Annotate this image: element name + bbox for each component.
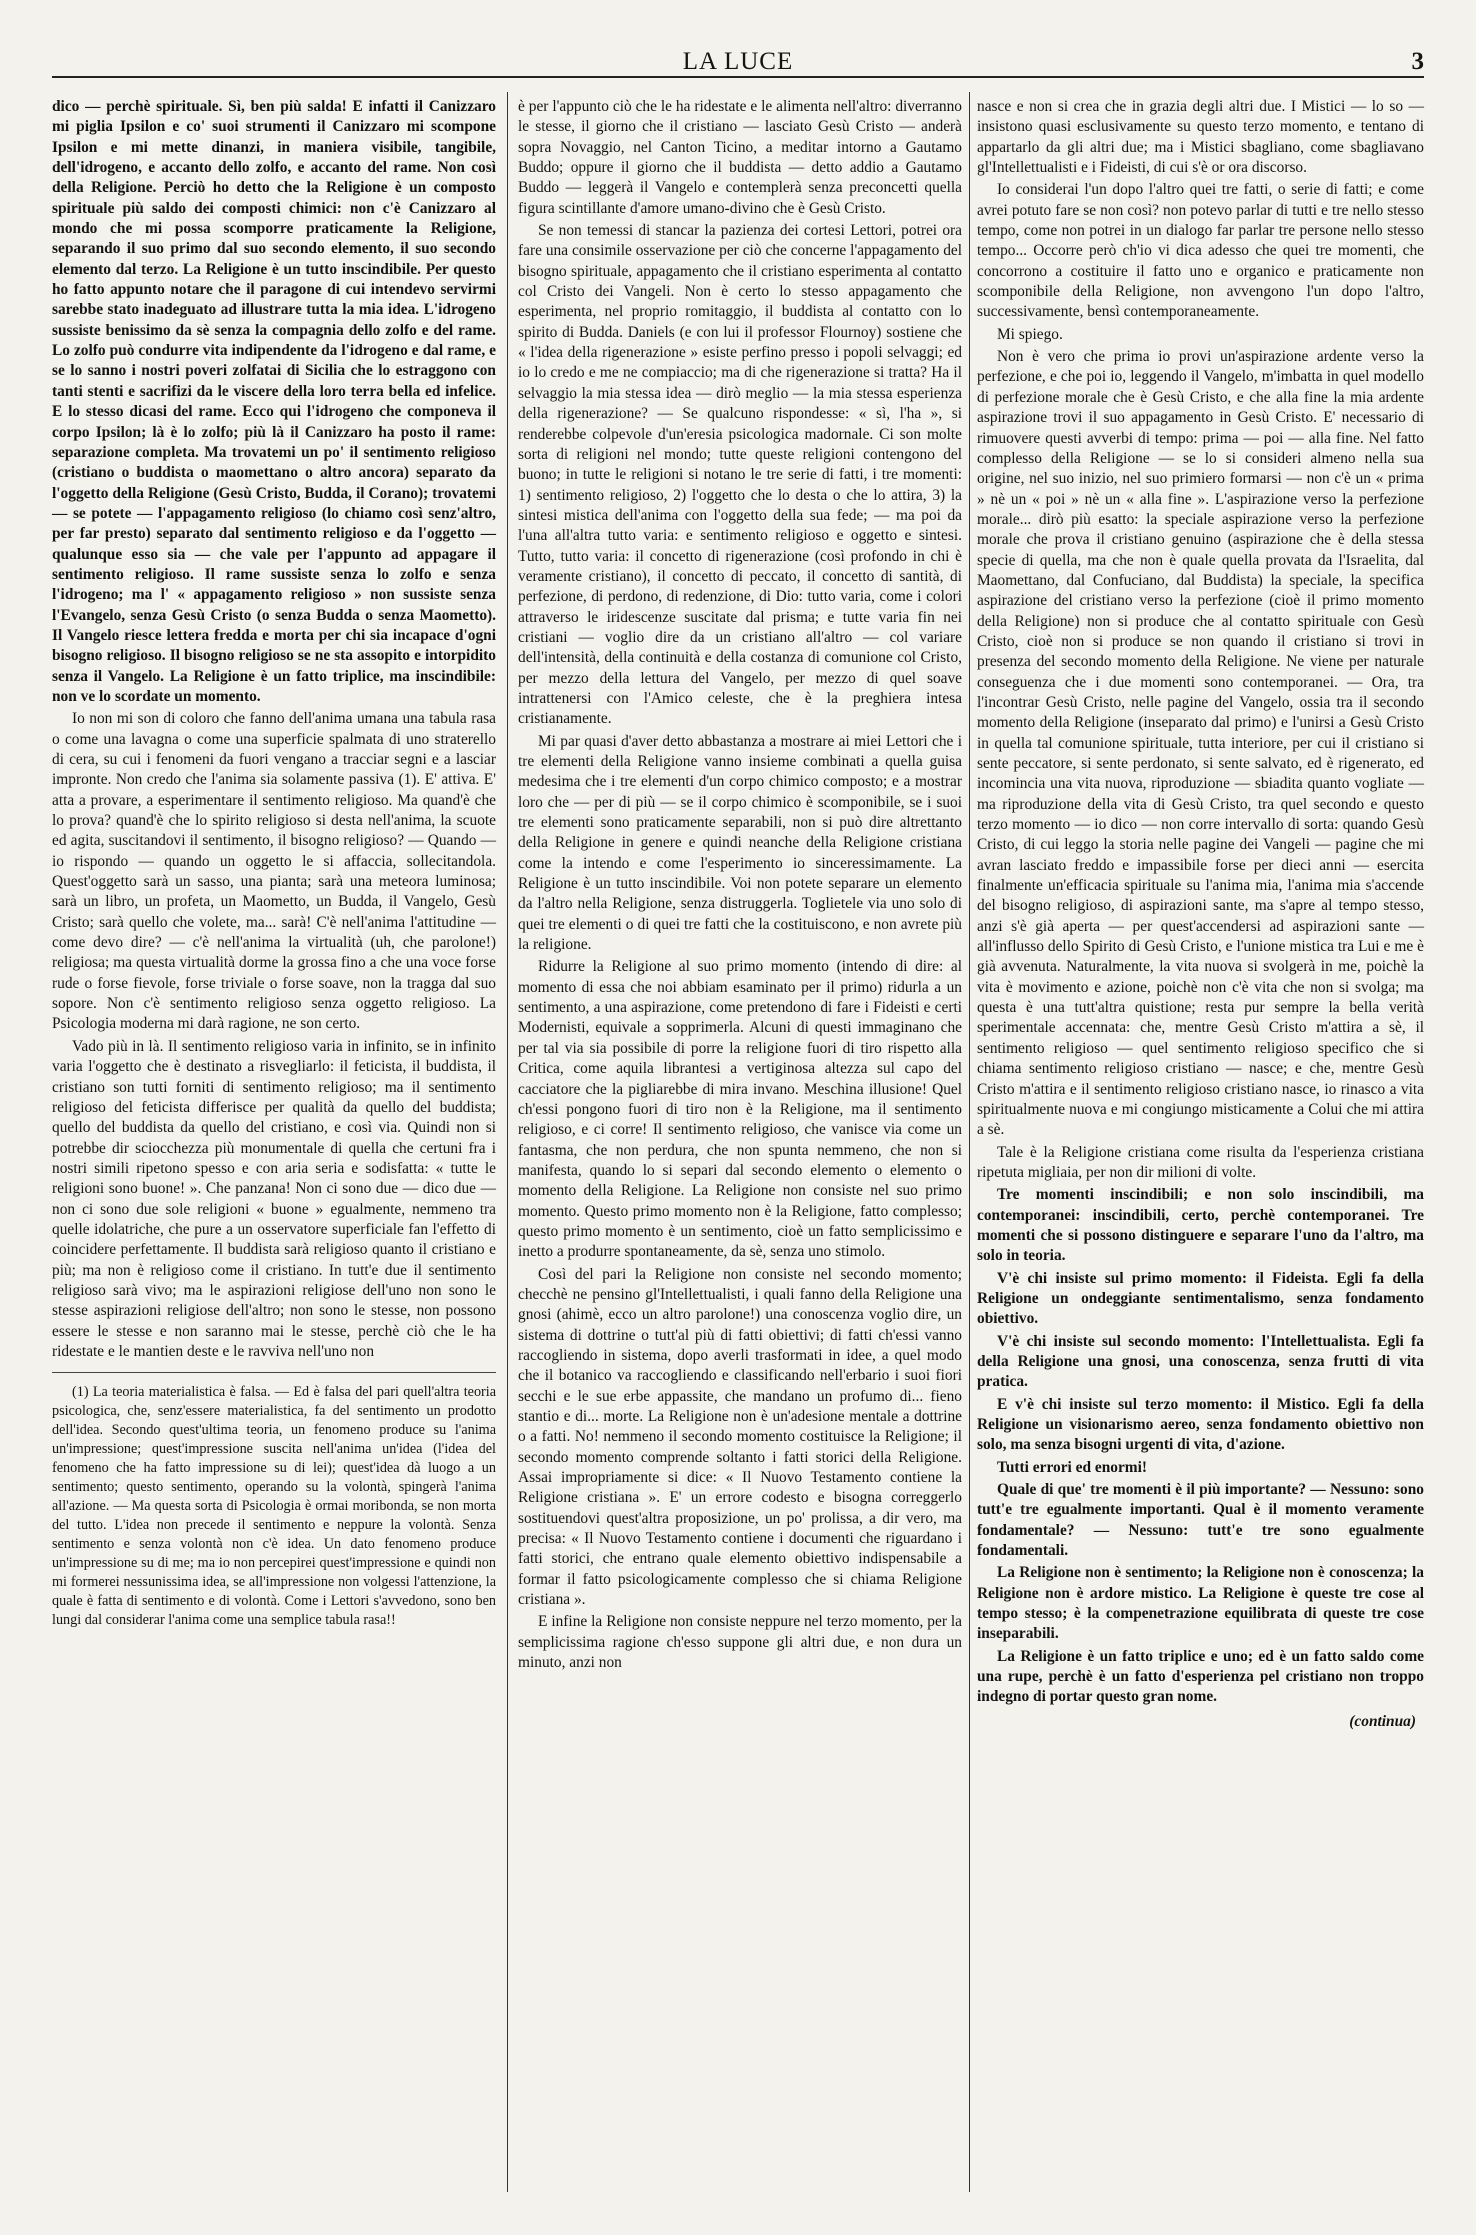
paragraph: Tale è la Religione cristiana come risulta da l'esperienza cristiana ripetuta migliaia, per non dir milioni di volte.: [977, 1143, 1424, 1181]
article-column-3: [977, 97, 1424, 1732]
page-number: 3: [1411, 48, 1424, 75]
paragraph: Ridurre la Religione al suo primo momento (intendo di dire: al momento di essa che noi abbiam esaminato per il primo) ridurla a un sentimento, a una aspirazione, come pretendono di fare i Fideisti e certi Modernisti, equivale a sopprimerla. Alcuni di questi immaginano che per tal via sia possibile di porre la religione fuori di tiro rispetto alla Critica, come aquila librantesi a vertiginosa altezza sul capo del cacciatore che la pigliarebbe di mira invano. Meschina illusione! Quel ch'essi pongono fuori di tiro non è la Religione, ma il sentimento religioso, e ci corre! Il sentimento religioso, che vanisce via come un fantasma, che non perdura, che non spunta nemmeno, che non si manifesta, quando lo si separi dal secondo elemento o elemento o momento della Religione. La Religione non consiste nel suo primo momento. Questo primo momento non è la Religione, fatto complesso; questo primo momento è un sentimento, cioè un fatto semplicissimo e inetto a produrre spontaneamente, da sè, senza uno stimolo.: [518, 958, 962, 1261]
paragraph: è per l'appunto ciò che le ha ridestate e le alimenta nell'altro: diverranno le stesse, il giorno che il cristiano — lasciato Gesù Cristo — anderà sopra Novaggio, nel Canton Ticino, a meditar intorno a Gautamo Buddo; oppure il giorno che il buddista — detto addio a Gautamo Buddo — leggerà il Vangelo e contemplerà senza preconcetti quella figura scintillante d'amore umano-divino che è Gesù Cristo.: [518, 98, 962, 217]
column-body: [977, 97, 1424, 1708]
paragraph: E infine la Religione non consiste neppure nel terzo momento, per la semplicissima ragione ch'esso suppone gli altri due, e non dura un minuto, anzi non: [518, 1613, 962, 1672]
paragraph: Io considerai l'un dopo l'altro quei tre fatti, o serie di fatti; e come avrei potuto fare se non così? non potevo parlar di tutti e tre nello stesso tempo, come non potrei in un dialogo far parlar tre persone nello stesso tempo... Occorre però ch'io vi dica adesso che quei tre momenti, che concorrono a costituire il fatto uno e organico e praticamente non scomponibile della Religione, non avvengono l'un dopo l'altro, successivamente, bensì contemporaneamente.: [977, 181, 1424, 321]
paragraph: V'è chi insiste sul secondo momento: l'Intellettualista. Egli fa della Religione una gnosi, una conoscenza, senza frutti di vita pratica.: [977, 1332, 1424, 1391]
footnotes: [52, 1372, 496, 1630]
paragraph: Mi par quasi d'aver detto abbastanza a mostrare ai miei Lettori che i tre elementi della Religione vanno insieme combinati a quella guisa medesima che i tre elementi d'un corpo chimico composto; e a mostrar loro che — per di più — se il corpo chimico è scomponibile, se i suoi tre elementi sono praticamente separabili, non si può dire altrettanto della Religione in genere e quindi neanche della Religione cristiana come la intendo e come l'esperimento io sinceressimamente. La Religione è un tutto inscindibile. Voi non potete separare un elemento da l'altro nella Religione, senza distruggerla. Toglietele via uno solo di quei tre elementi o di quei tre fatti che la costituiscono, e non avrete più la religione.: [518, 732, 962, 954]
column-body: [518, 97, 962, 1673]
article-column-1: [52, 97, 496, 1632]
column-rule: [969, 92, 970, 2192]
article-column-2: [518, 97, 962, 1675]
continued-marker: (continua): [1349, 1712, 1416, 1730]
paragraph: Non è vero che prima io provi un'aspirazione ardente verso la perfezione, e che poi io, leggendo il Vangelo, m'imbatta in quel modello di perfezione morale che è Gesù Cristo, e che alla fine la mia ardente aspirazione trovi il suo appagamento in Gesù Cristo. E' necessario di rimuovere questi avverbi di tempo: prima — poi — alla fine. Nel fatto complesso della Religione — se lo si consideri almeno nella sua origine, nel suo inizio, nel suo primiero formarsi — non c'è un « prima » nè un « poi » nè un « alla fine ». L'aspirazione verso la perfezione morale... dirò più esatto: la speciale aspirazione verso la perfezione morale che prova il cristiano genuino (aspirazione che è della stessa specie di quella, ma che non è quale quella provata da l'Israelita, dal Maomettano, dal Confuciano, dal Buddista) la speciale, la specifica aspirazione del cristiano verso la perfezione (cioè il primo momento della Religione) non si produce che al contatto spirituale con Gesù Cristo, cioè non si produce se non quando il cristiano si trovi in presenza del secondo momento della Religione. Ne viene per naturale conseguenza che i due momenti sono contemporanei. — Ora, tra l'incontrar Gesù Cristo, nelle pagine del Vangelo, ossia tra il secondo momento della Religione (inseparato dal primo) e l'unirsi a Gesù Cristo in quella tal comunione spirituale, tutta interiore, per cui il cristiano si sente peccatore, si sente perdonato, si sente salvato, ed è rigenerato, ed incomincia una vita nuova, riproduzione — sbiadita quanto vogliate — ma riproduzione della vita di Gesù Cristo, tra quel secondo e questo terzo momento — io dico — non corre intervallo di sorta: quando Gesù Cristo, di cui leggo la storia nelle pagine dei Vangeli — pagine che mi avran lasciato freddo e impassibile forse per dieci anni — esercita finalmente un'efficacia spirituale su l'anima mia, l'anima mia s'accende del bisogno religioso, di aspirazioni sante, ma s'apre al tempo stesso, anzi s'è già aperta — per quest'accendersi ad aspirazioni sante — all'influsso dello Spirito di Gesù Cristo, e l'unione mistica tra Lui e me è già avvenuta. Naturalmente, la vita nuova si svolgerà in me, poichè la vita è movimento e azione, poichè non c'è vita che non si svolga; ma questa è una tutt'altra quistione; resta pur sempre la bella verità sperimentale accennata: che, mentre Gesù Cristo m'attira a sè, il sentimento religioso — quel sentimento religioso specifico che si chiama sentimento religioso cristiano — nasce; e che, mentre Gesù Cristo m'attira e il sentimento religioso cristiano nasce, io rinasco a vita spiritualmente nuova e mi congiungo misticamente a Colui che mi attira a sè.: [977, 348, 1424, 1139]
paragraph: Vado più in là. Il sentimento religioso varia in infinito, se in infinito varia l'oggetto che è destinato a risvegliarlo: il feticista, il buddista, il cristiano son tutti forniti di sentimento religioso; ma il sentimento religioso del feticista differisce per qualità da quello del buddista; quello del buddista da quello del cristiano, e così via. Quindi non si potrebbe dir sciocchezza più monumentale di quella che certuni fra i nostri simili ripetono spesso e con aria seria e sodisfatta: « tutte le religioni sono buone! ». Che panzana! Non ci sono due — dico due — non ci sono due sole religioni « buone » egualmente, nemmeno tra quelle idolatriche, che pure a un osservatore superficiale fan l'effetto di coincidere perfettamente. Il buddista sarà religioso quanto il cristiano e più; ma non è religioso come il cristiano. In tutt'e due il sentimento religioso sarà vivo; ma le aspirazioni religiose dell'uno non sono le stesse aspirazioni religiose dell'altro; non sono le stesse, non possono essere le stesse e non saranno mai le stesse, perchè ciò che le ha ridestate e le mantien deste e le ravviva nell'uno non: [52, 1037, 496, 1360]
paragraph: Così del pari la Religione non consiste nel secondo momento; checchè ne pensino gl'Intellettualisti, i quali fanno della Religione una gnosi (ahimè, ecco un altro parolone!) una conoscenza voglio dire, un sistema di dottrine o tutt'al più di fatti obiettivi; di fatti ch'essi vanno raccogliendo in sistema, dopo averli trasformati in idee, a quel modo che il botanico va raccogliendo e classificando nell'erbario i suoi fiori secchi e le sue erbe appassite, che mandano un profumo di... fieno stantio e di... morte. La Religione non è un'adesione mentale a dottrine o a fatti. No! nemmeno il secondo momento costituisce la Religione; il secondo momento comprende soltanto i fatti storici della Religione. Assai impropriamente si dice: « Il Nuovo Testamento contiene la Religione cristiana ». E' un errore codesto e bisogna correggerlo sostituendovi quest'altra proposizione, un po' prolissa, a dir vero, ma precisa: « Il Nuovo Testamento contiene i documenti che riguardano i fatti storici, che entrano quale elemento obiettivo indispensabile a formar il fatto psicologicamente complesso che si chiama Religione cristiana ».: [518, 1265, 962, 1609]
newspaper-title: LA LUCE: [682, 48, 794, 75]
paragraph: E v'è chi insiste sul terzo momento: il Mistico. Egli fa della Religione un visionarismo aereo, senza fondamento obiettivo non solo, ma senza bisogni urgenti di vita, d'azione.: [977, 1395, 1424, 1454]
paragraph: La Religione è un fatto triplice e uno; ed è un fatto saldo come una rupe, perchè è un fatto d'esperienza pel cristiano non troppo indegno di portar questo gran nome.: [977, 1647, 1424, 1706]
paragraph: Mi spiego.: [997, 325, 1063, 343]
paragraph: La Religione non è sentimento; la Religione non è conoscenza; la Religione non è ardore mistico. La Religione è queste tre cose al tempo stesso; è la compenetrazione equilibrata di queste tre cose inseparabili.: [977, 1564, 1424, 1643]
paragraph: nasce e non si crea che in grazia degli altri due. I Mistici — lo so — insistono quasi esclusivamente su questo terzo momento, e tentano di appartarlo da gli altri due; ma i Mistici sbagliano, come sbagliavano gl'Intellettualisti e i Fideisti, di cui s'è or ora discorso.: [977, 98, 1424, 177]
paragraph: Quale di que' tre momenti è il più importante? — Nessuno: sono tutt'e tre egualmente importanti. Qual è il momento veramente fondamentale? — Nessuno: tutt'e tre sono egualmente fondamentali.: [977, 1481, 1424, 1560]
paragraph: Tre momenti inscindibili; e non solo inscindibili, ma contemporanei: inscindibili, certo, perchè contemporanei. Tre momenti che si possono distinguere e separare l'uno da l'altro, ma solo in teoria.: [977, 1186, 1424, 1265]
paragraph: (1) La teoria materialistica è falsa. — Ed è falsa del pari quell'altra teoria psicologica, che, senz'essere materialistica, fa del sentimento un prodotto dell'idea. Secondo quest'ultima teoria, un fenomeno produce su l'anima un'impressione; quest'impressione suscita nell'anima un'idea (l'idea del fenomeno che ha fatto impressione su di lei); quest'idea dà luogo a un sentimento; questo sentimento, operando su la volontà, spingerà l'anima all'azione. — Ma questa sorta di Psicologia è ormai moribonda, se non morta del tutto. L'idea non precede il sentimento e neppure la volontà. Senza sentimento e senza volontà non c'è idea. Un dato fenomeno produce un'impressione su di me; ma io non percepirei quest'impressione e quindi non mi formerei nessunissima idea, se all'impressione non volgessi l'attenzione, la quale è fatta di sentimento e di volontà. Come i Lettori s'avvedono, sono ben lungi dal considerar l'anima come una semplice tabula rasa!!: [52, 1384, 496, 1629]
paragraph: Tutti errori ed enormi!: [997, 1458, 1148, 1476]
paragraph: Se non temessi di stancar la pazienza dei cortesi Lettori, potrei ora fare una consimile osservazione per ciò che concerne l'appagamento del bisogno spirituale, appagamento che il cristiano esperimenta al contatto col Cristo dei Vangeli. Non è certo lo stesso appagamento che esperimenta, nel proprio romitaggio, il buddista al contatto con lo spirito di Budda. Daniels (e con lui il professor Flournoy) sostiene che « l'idea della rigenerazione » esiste perfino presso i popoli selvaggi; ed io lo credo e me ne compiaccio; ma di che rigenerazione si tratta? Ha il selvaggio la mia stessa idea — dirò meglio — la mia stessa esperienza della rigenerazione? — Se qualcuno rispondesse: « sì, l'ha », si renderebbe colpevole d'un'eresia psicologica madornale. Ci son molte sorta di religioni nel mondo; tutte queste religioni contengono del buono; in tutte le religioni si notano le tre serie di fatti, i tre momenti: 1) sentimento religioso, 2) l'oggetto che lo desta o che lo attira, 3) la sintesi mistica dell'anima con l'oggetto della sua fede; — ma poi da l'una all'altra tutto varia: e sentimento religioso e oggetto e sintesi. Tutto, tutto varia: il concetto di rigenerazione (così profondo in chi è veramente cristiano), il concetto di peccato, il concetto di santità, di perfezione, di perdono, di redenzione, di Dio: tutto varia, come i colori attraverso le iridescenze suscitate dal prisma; e tutte varia fin nei cristiani — voglio dire da un cristiano all'altro — col variare dell'intensità, della continuità e della costanza di comunione col Cristo, per mezzo della lettura del Vangelo, per mezzo di quel soave intrattenersi con l'Amico celeste, che è la preghiera intesa cristianamente.: [518, 222, 962, 728]
paragraph: Io non mi son di coloro che fanno dell'anima umana una tabula rasa o come una lavagna o come una superficie spalmata di uno straterello di cera, su cui i fenomeni da fuori vengano a tracciar segni e a lasciar impronte. Non credo che l'anima sia solamente passiva (1). E' attiva. E' atta a provare, a esperimentare il sentimento religioso. Ma quand'è che lo prova? quand'è che lo spirito religioso si desta nell'anima, la scuote ed agita, suscitandovi il sentimento, il bisogno religioso? — Quando — io rispondo — quando un oggetto le si affaccia, sollecitandola. Quest'oggetto sarà un sasso, una pianta; sarà una meteora luminosa; sarà un libro, un profeta, un Maometto, un Budda, il Vangelo, Gesù Cristo; sarà quello che volete, ma... sarà! C'è nell'anima l'attitudine — come devo dire? — c'è nell'anima la virtualità (uh, che parolone!) religiosa; ma questa virtualità dorme la grossa fino a che una voce forse rude o forse fievole, forse triviale o forse soave, non la tragga dal suo sopore. Non c'è sentimento religioso senza oggetto religioso. La Psicologia moderna mi darà ragione, ne son certo.: [52, 710, 496, 1033]
paragraph: V'è chi insiste sul primo momento: il Fideista. Egli fa della Religione un ondeggiante sentimentalismo, senza fondamento obiettivo.: [977, 1269, 1424, 1328]
masthead: [52, 46, 1424, 78]
column-rule: [507, 92, 508, 2192]
column-body: [52, 97, 496, 1362]
paragraph: dico — perchè spirituale. Sì, ben più salda! E infatti il Canizzaro mi piglia Ipsilon e co' suoi strumenti il Canizzaro mi scompone Ipsilon e mi mette dinanzi, in maniera visibile, tangibile, dell'idrogeno, e accanto dello zolfo, e accanto del rame. Non così della Religione. Perciò ho detto che la Religione è un composto spirituale più saldo dei composti chimici: non c'è Canizzaro al mondo che mi possa scomporre praticamente la Religione, separando il suo primo dal suo secondo elemento, il suo secondo elemento dal terzo. La Religione è un tutto inscindibile. Per questo ho fatto appunto notare che il paragone di cui intendevo servirmi sarebbe stato inadeguato ad illustrare tutta la mia idea. L'idrogeno sussiste benissimo da sè senza la compagnia dello zolfo e del rame. Lo zolfo può condurre vita indipendente da l'idrogeno e dal rame, e se lo sanno i nostri poveri zolfatai di Sicilia che lo estraggono con tanti stenti e sacrifizi da le viscere della loro terra bella ed infelice. E lo stesso dicasi del rame. Ecco qui l'idrogeno che componeva il corpo Ipsilon; là è lo zolfo; più là il Canizzaro ha posto il rame: separazione completa. Ma trovatemi un po' il sentimento religioso (cristiano o buddista o maomettano o altro ancora) separato da l'oggetto della Religione (Gesù Cristo, Budda, il Corano); trovatemi — se potete — l'appagamento religioso (lo chiamo così senz'altro, per far presto) separato dal sentimento religioso e da l'oggetto — qualunque esso sia — che vale per l'appunto ad appagare il sentimento religioso. Il rame sussiste senza lo zolfo e senza l'idrogeno; ma l' « appagamento religioso » non sussiste senza l'Evangelo, senza Gesù Cristo (o senza Budda o senza Maometto). Il Vangelo riesce lettera fredda e morta per chi sia incapace d'ogni bisogno religioso. Il bisogno religioso se ne sta assopito e intorpidito senza il Vangelo. La Religione è un fatto triplice, ma inscindibile: non ve lo scordate un momento.: [52, 98, 496, 705]
